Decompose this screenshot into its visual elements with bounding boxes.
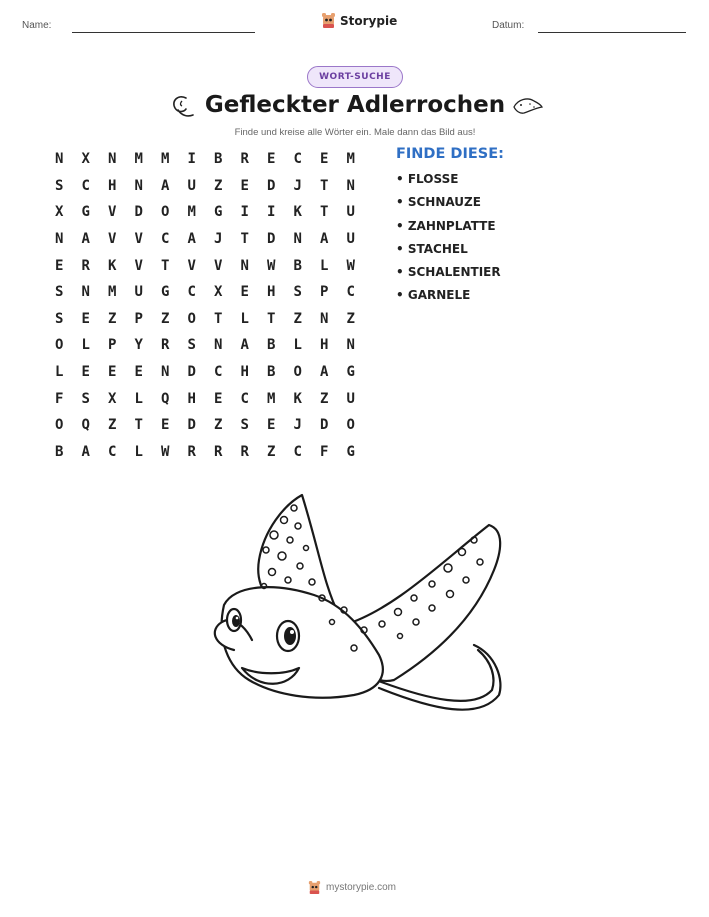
grid-letter[interactable]: N	[55, 151, 64, 168]
grid-letter[interactable]: O	[55, 337, 64, 354]
grid-letter[interactable]: V	[214, 257, 223, 274]
grid-letter[interactable]: Z	[161, 310, 170, 327]
grid-letter[interactable]: N	[320, 310, 329, 327]
grid-letter[interactable]: T	[267, 310, 276, 327]
grid-letter[interactable]: O	[161, 204, 170, 221]
grid-letter[interactable]: S	[240, 417, 249, 434]
grid-letter[interactable]: R	[240, 443, 249, 460]
grid-letter[interactable]: S	[55, 310, 64, 327]
grid-letter[interactable]: D	[134, 204, 143, 221]
grid-letter[interactable]: P	[108, 337, 117, 354]
word-item: • ZAHNPLATTE	[396, 218, 496, 233]
grid-letter[interactable]: C	[81, 177, 90, 194]
grid-letter[interactable]: V	[108, 231, 117, 248]
grid-letter[interactable]: N	[346, 177, 355, 194]
grid-letter[interactable]: U	[346, 390, 355, 407]
grid-letter[interactable]: D	[267, 177, 276, 194]
grid-letter[interactable]: L	[81, 337, 90, 354]
grid-letter[interactable]: C	[346, 284, 355, 301]
grid-letter[interactable]: G	[81, 204, 90, 221]
grid-letter[interactable]: P	[320, 284, 329, 301]
grid-letter[interactable]: I	[267, 204, 276, 221]
grid-letter[interactable]: C	[108, 443, 117, 460]
grid-letter[interactable]: N	[161, 364, 170, 381]
grid-letter[interactable]: J	[293, 417, 302, 434]
grid-letter[interactable]: N	[240, 257, 249, 274]
grid-letter[interactable]: R	[240, 151, 249, 168]
grid-letter[interactable]: K	[293, 204, 302, 221]
grid-letter[interactable]: D	[187, 364, 196, 381]
grid-letter[interactable]: M	[267, 390, 276, 407]
grid-letter[interactable]: G	[346, 364, 355, 381]
grid-letter[interactable]: I	[187, 151, 196, 168]
grid-letter[interactable]: S	[187, 337, 196, 354]
grid-letter[interactable]: T	[320, 204, 329, 221]
grid-letter[interactable]: Y	[134, 337, 143, 354]
grid-letter[interactable]: H	[267, 284, 276, 301]
grid-letter[interactable]: C	[187, 284, 196, 301]
page-title: Gefleckter Adlerrochen	[204, 92, 506, 118]
grid-letter[interactable]: P	[134, 310, 143, 327]
grid-letter[interactable]: D	[267, 231, 276, 248]
grid-letter[interactable]: U	[187, 177, 196, 194]
grid-letter[interactable]: K	[108, 257, 117, 274]
grid-letter[interactable]: E	[214, 390, 223, 407]
grid-letter[interactable]: E	[267, 417, 276, 434]
word-item: • GARNELE	[396, 288, 471, 303]
grid-letter[interactable]: J	[293, 177, 302, 194]
grid-letter[interactable]: F	[320, 443, 329, 460]
grid-letter[interactable]: B	[293, 257, 302, 274]
footer-url[interactable]: mystorypie.com	[326, 882, 397, 893]
grid-letter[interactable]: G	[346, 443, 355, 460]
grid-letter[interactable]: M	[346, 151, 355, 168]
word-item: • SCHNAUZE	[396, 195, 481, 210]
grid-letter[interactable]: X	[81, 151, 90, 168]
grid-letter[interactable]: D	[187, 417, 196, 434]
grid-letter[interactable]: A	[320, 364, 329, 381]
grid-letter[interactable]: N	[81, 284, 90, 301]
grid-letter[interactable]: L	[134, 390, 143, 407]
storypie-mascot-icon	[308, 880, 321, 895]
grid-letter[interactable]: S	[293, 284, 302, 301]
grid-letter[interactable]: E	[134, 364, 143, 381]
grid-letter[interactable]: A	[81, 231, 90, 248]
grid-letter[interactable]: K	[293, 390, 302, 407]
grid-letter[interactable]: H	[187, 390, 196, 407]
name-label: Name:	[22, 20, 52, 31]
word-search-grid	[46, 146, 364, 465]
grid-letter[interactable]: R	[161, 337, 170, 354]
spotted-eagle-ray-icon	[204, 490, 506, 742]
grid-letter[interactable]: H	[108, 177, 117, 194]
grid-letter[interactable]: G	[214, 204, 223, 221]
grid-letter[interactable]: Z	[267, 443, 276, 460]
word-list	[396, 172, 501, 312]
brand-logo	[321, 12, 397, 29]
grid-letter[interactable]: B	[55, 443, 64, 460]
grid-letter[interactable]: C	[293, 151, 302, 168]
grid-letter[interactable]: T	[240, 231, 249, 248]
grid-letter[interactable]: O	[293, 364, 302, 381]
grid-letter[interactable]: E	[81, 310, 90, 327]
grid-letter[interactable]: F	[55, 390, 64, 407]
grid-letter[interactable]: R	[187, 443, 196, 460]
grid-letter[interactable]: V	[134, 231, 143, 248]
grid-letter[interactable]: U	[346, 231, 355, 248]
grid-letter[interactable]: O	[187, 310, 196, 327]
grid-letter[interactable]: S	[55, 177, 64, 194]
grid-letter[interactable]: A	[187, 231, 196, 248]
grid-letter[interactable]: L	[55, 364, 64, 381]
grid-letter[interactable]: V	[108, 204, 117, 221]
grid-letter[interactable]: M	[108, 284, 117, 301]
grid-letter[interactable]: Z	[108, 310, 117, 327]
grid-letter[interactable]: C	[293, 443, 302, 460]
grid-letter[interactable]: O	[55, 417, 64, 434]
grid-letter[interactable]: D	[320, 417, 329, 434]
grid-letter[interactable]: Q	[81, 417, 90, 434]
grid-letter[interactable]: Z	[214, 417, 223, 434]
grid-letter[interactable]: B	[267, 337, 276, 354]
grid-letter[interactable]: J	[214, 231, 223, 248]
grid-letter[interactable]: N	[134, 177, 143, 194]
grid-letter[interactable]: Z	[214, 177, 223, 194]
date-field[interactable]	[538, 32, 686, 33]
brand-name: Storypie	[340, 13, 398, 28]
grid-letter[interactable]: W	[267, 257, 276, 274]
instructions: Finde und kreise alle Wörter ein. Male dann das Bild aus!	[234, 127, 476, 138]
grid-letter[interactable]: E	[240, 284, 249, 301]
word-list-title: FINDE DIESE:	[396, 146, 504, 162]
grid-letter[interactable]: O	[346, 417, 355, 434]
grid-letter[interactable]: T	[134, 417, 143, 434]
grid-letter[interactable]: C	[214, 364, 223, 381]
grid-letter[interactable]: Q	[161, 390, 170, 407]
grid-letter[interactable]: G	[161, 284, 170, 301]
grid-letter[interactable]: U	[346, 204, 355, 221]
grid-letter[interactable]: X	[214, 284, 223, 301]
grid-letter[interactable]: U	[134, 284, 143, 301]
grid-letter[interactable]: W	[161, 443, 170, 460]
grid-letter[interactable]: E	[108, 364, 117, 381]
ray-doodle-icon	[512, 95, 544, 117]
grid-letter[interactable]: E	[267, 151, 276, 168]
grid-letter[interactable]: Z	[320, 390, 329, 407]
grid-letter[interactable]: Z	[108, 417, 117, 434]
grid-letter[interactable]: E	[55, 257, 64, 274]
grid-letter[interactable]: N	[293, 231, 302, 248]
grid-letter[interactable]: L	[240, 310, 249, 327]
word-item: • STACHEL	[396, 241, 468, 256]
grid-letter[interactable]: R	[214, 443, 223, 460]
grid-letter[interactable]: T	[320, 177, 329, 194]
grid-letter[interactable]: L	[134, 443, 143, 460]
grid-letter[interactable]: H	[320, 337, 329, 354]
eagle-ray-doodle-icon	[168, 92, 196, 120]
grid-letter[interactable]: L	[293, 337, 302, 354]
grid-letter[interactable]: A	[240, 337, 249, 354]
grid-letter[interactable]: H	[240, 364, 249, 381]
grid-letter[interactable]: T	[214, 310, 223, 327]
grid-letter[interactable]: V	[187, 257, 196, 274]
grid-letter[interactable]: C	[240, 390, 249, 407]
grid-letter[interactable]: X	[55, 204, 64, 221]
grid-letter[interactable]: V	[134, 257, 143, 274]
grid-letter[interactable]: I	[240, 204, 249, 221]
word-item: • SCHALENTIER	[396, 265, 501, 280]
grid-letter[interactable]: A	[81, 443, 90, 460]
grid-letter[interactable]: N	[346, 337, 355, 354]
grid-letter[interactable]: M	[187, 204, 196, 221]
grid-letter[interactable]: B	[214, 151, 223, 168]
grid-letter[interactable]: A	[161, 177, 170, 194]
grid-letter[interactable]: A	[320, 231, 329, 248]
grid-letter[interactable]: N	[108, 151, 117, 168]
grid-letter[interactable]: M	[161, 151, 170, 168]
date-label: Datum:	[492, 20, 525, 31]
grid-letter[interactable]: S	[55, 284, 64, 301]
grid-letter[interactable]: E	[81, 364, 90, 381]
grid-letter[interactable]: X	[108, 390, 117, 407]
grid-letter[interactable]: R	[81, 257, 90, 274]
grid-letter[interactable]: T	[161, 257, 170, 274]
name-field[interactable]	[72, 32, 255, 33]
word-item: • FLOSSE	[396, 172, 459, 186]
grid-letter[interactable]: B	[267, 364, 276, 381]
grid-letter[interactable]: Z	[346, 310, 355, 327]
grid-letter[interactable]: S	[81, 390, 90, 407]
grid-letter[interactable]: N	[214, 337, 223, 354]
grid-letter[interactable]: N	[55, 231, 64, 248]
grid-letter[interactable]: M	[134, 151, 143, 168]
footer	[308, 880, 396, 895]
grid-letter[interactable]: E	[240, 177, 249, 194]
grid-letter[interactable]: W	[346, 257, 355, 274]
grid-letter[interactable]: C	[161, 231, 170, 248]
grid-letter[interactable]: E	[161, 417, 170, 434]
category-badge: WORT-SUCHE	[307, 66, 403, 88]
storypie-mascot-icon	[321, 12, 336, 29]
grid-letter[interactable]: E	[320, 151, 329, 168]
grid-letter[interactable]: L	[320, 257, 329, 274]
grid-letter[interactable]: Z	[293, 310, 302, 327]
